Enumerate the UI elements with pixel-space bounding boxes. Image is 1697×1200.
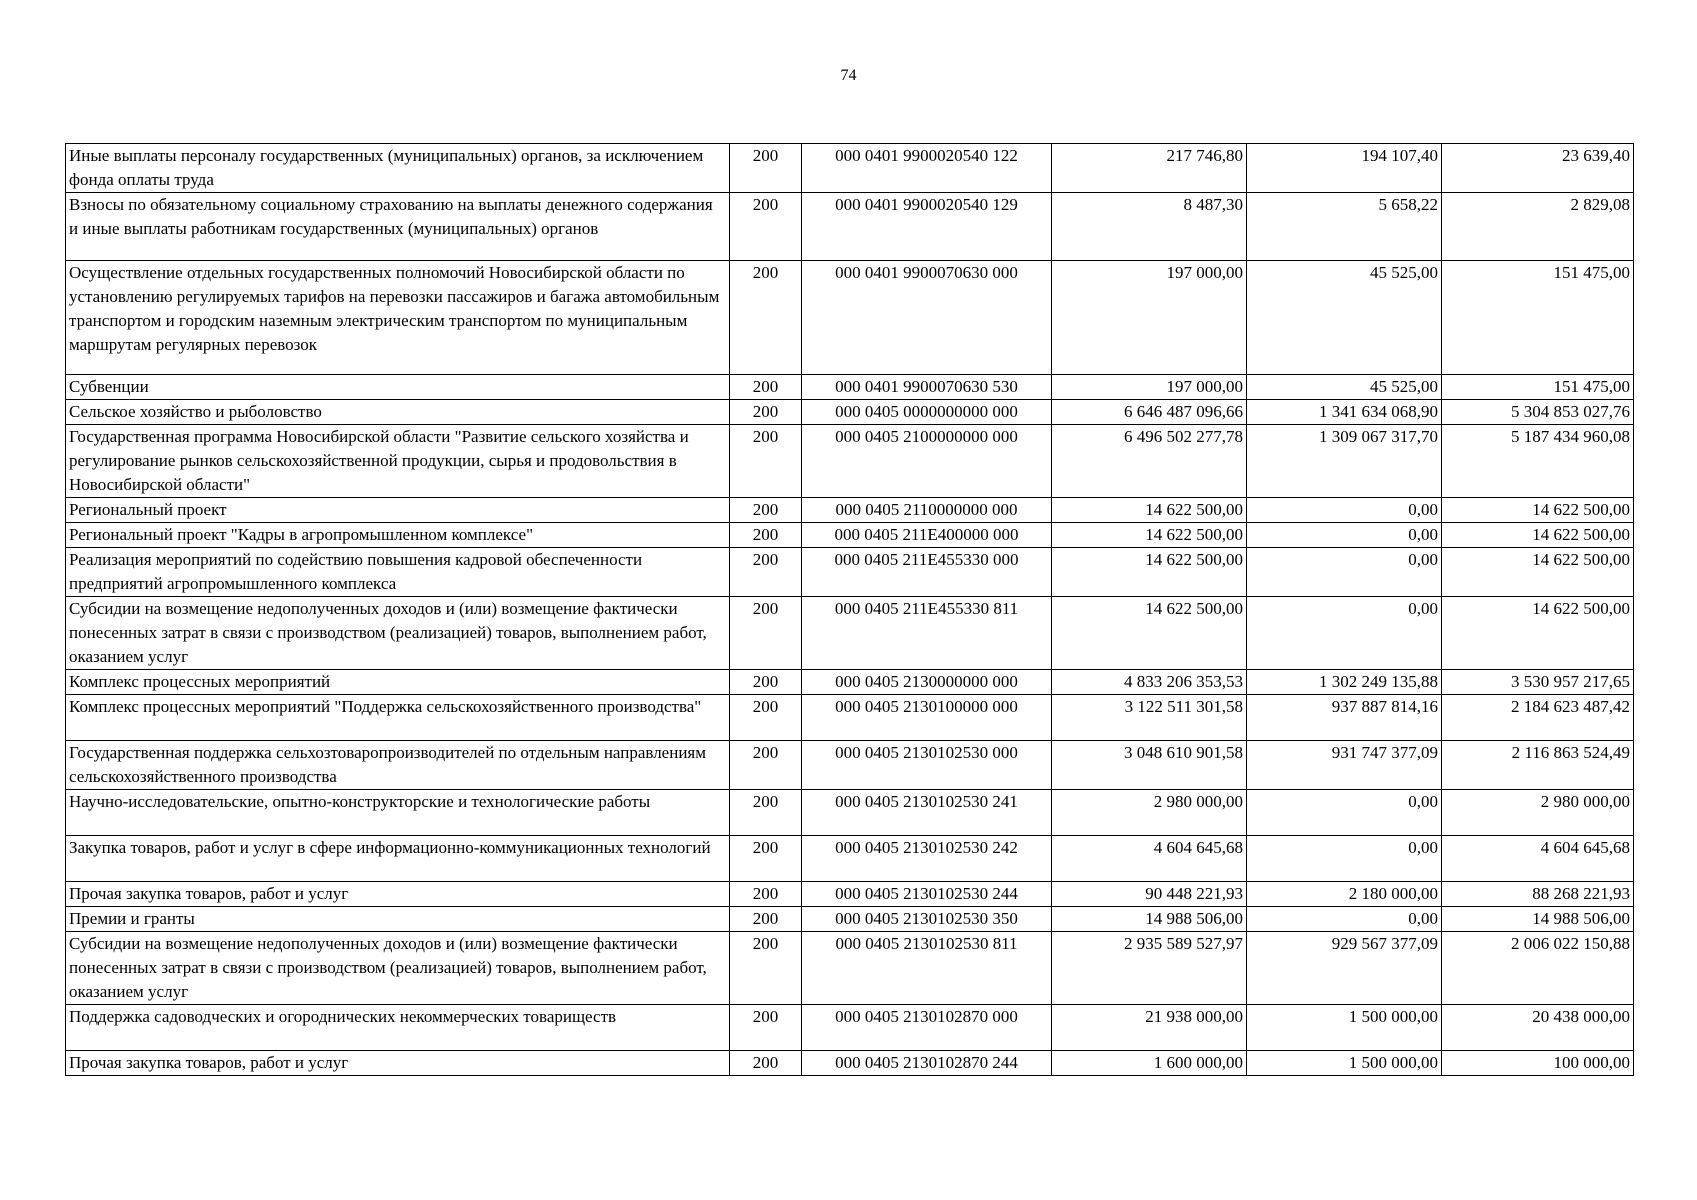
table-row [66, 670, 1634, 695]
row-unexecuted-cell: 2 184 623 487,42 [1442, 695, 1634, 741]
row-unexecuted-cell: 20 438 000,00 [1442, 1005, 1634, 1051]
table-row [66, 523, 1634, 548]
row-kbk-cell: 000 0405 2130102530 242 [802, 836, 1052, 882]
row-kbk-cell: 000 0405 2110000000 000 [802, 498, 1052, 523]
row-executed-cell: 0,00 [1247, 597, 1442, 670]
row-code-cell: 200 [730, 670, 802, 695]
row-executed-cell: 194 107,40 [1247, 144, 1442, 193]
row-code-cell: 200 [730, 882, 802, 907]
row-unexecuted-cell: 100 000,00 [1442, 1051, 1634, 1076]
row-name-cell: Государственная программа Новосибирской области "Развитие сельского хозяйства и регулирование рынков сельскохозяйственной продукции, сырья и продовольствия в Новосибирской области" [66, 425, 730, 498]
row-approved-cell: 14 622 500,00 [1052, 548, 1247, 597]
row-unexecuted-cell: 4 604 645,68 [1442, 836, 1634, 882]
row-executed-cell: 1 302 249 135,88 [1247, 670, 1442, 695]
row-kbk-cell: 000 0405 2130102530 244 [802, 882, 1052, 907]
row-executed-cell: 0,00 [1247, 498, 1442, 523]
row-kbk-cell: 000 0405 211E455330 811 [802, 597, 1052, 670]
table-row [66, 790, 1634, 836]
row-unexecuted-cell: 2 980 000,00 [1442, 790, 1634, 836]
row-unexecuted-cell: 14 622 500,00 [1442, 548, 1634, 597]
row-unexecuted-cell: 88 268 221,93 [1442, 882, 1634, 907]
row-unexecuted-cell: 3 530 957 217,65 [1442, 670, 1634, 695]
table-row [66, 425, 1634, 498]
row-kbk-cell: 000 0405 2130102530 811 [802, 932, 1052, 1005]
row-executed-cell: 1 341 634 068,90 [1247, 400, 1442, 425]
table-row [66, 597, 1634, 670]
row-kbk-cell: 000 0401 9900020540 122 [802, 144, 1052, 193]
row-kbk-cell: 000 0405 2130102530 000 [802, 741, 1052, 790]
table-row [66, 1005, 1634, 1051]
row-name-cell: Прочая закупка товаров, работ и услуг [66, 1051, 730, 1076]
row-name-cell: Поддержка садоводческих и огороднических некоммерческих товариществ [66, 1005, 730, 1051]
row-code-cell: 200 [730, 836, 802, 882]
row-kbk-cell: 000 0405 2130102530 241 [802, 790, 1052, 836]
row-approved-cell: 197 000,00 [1052, 375, 1247, 400]
row-name-cell: Реализация мероприятий по содействию повышения кадровой обеспеченности предприятий агропромышленного комплекса [66, 548, 730, 597]
row-code-cell: 200 [730, 695, 802, 741]
row-approved-cell: 217 746,80 [1052, 144, 1247, 193]
table-row [66, 193, 1634, 261]
row-approved-cell: 21 938 000,00 [1052, 1005, 1247, 1051]
row-unexecuted-cell: 151 475,00 [1442, 261, 1634, 375]
row-approved-cell: 6 496 502 277,78 [1052, 425, 1247, 498]
row-unexecuted-cell: 2 829,08 [1442, 193, 1634, 261]
row-unexecuted-cell: 2 006 022 150,88 [1442, 932, 1634, 1005]
row-executed-cell: 0,00 [1247, 548, 1442, 597]
row-approved-cell: 2 980 000,00 [1052, 790, 1247, 836]
row-kbk-cell: 000 0405 2130100000 000 [802, 695, 1052, 741]
budget-execution-table [65, 143, 1634, 1076]
table-row [66, 498, 1634, 523]
table-row [66, 144, 1634, 193]
row-executed-cell: 45 525,00 [1247, 261, 1442, 375]
row-name-cell: Государственная поддержка сельхозтоваропроизводителей по отдельным направлениям сельскохозяйственного производства [66, 741, 730, 790]
row-name-cell: Прочая закупка товаров, работ и услуг [66, 882, 730, 907]
row-kbk-cell: 000 0405 2130102530 350 [802, 907, 1052, 932]
row-executed-cell: 5 658,22 [1247, 193, 1442, 261]
table-row [66, 1051, 1634, 1076]
table-row [66, 375, 1634, 400]
row-approved-cell: 14 988 506,00 [1052, 907, 1247, 932]
row-code-cell: 200 [730, 790, 802, 836]
row-name-cell: Иные выплаты персоналу государственных (муниципальных) органов, за исключением фонда оплаты труда [66, 144, 730, 193]
row-code-cell: 200 [730, 261, 802, 375]
row-approved-cell: 14 622 500,00 [1052, 523, 1247, 548]
row-name-cell: Региональный проект "Кадры в агропромышленном комплексе" [66, 523, 730, 548]
row-code-cell: 200 [730, 597, 802, 670]
row-name-cell: Региональный проект [66, 498, 730, 523]
row-executed-cell: 1 309 067 317,70 [1247, 425, 1442, 498]
row-unexecuted-cell: 14 622 500,00 [1442, 597, 1634, 670]
row-executed-cell: 937 887 814,16 [1247, 695, 1442, 741]
table-row [66, 548, 1634, 597]
row-unexecuted-cell: 14 622 500,00 [1442, 498, 1634, 523]
row-code-cell: 200 [730, 741, 802, 790]
row-executed-cell: 929 567 377,09 [1247, 932, 1442, 1005]
row-kbk-cell: 000 0405 211E400000 000 [802, 523, 1052, 548]
row-executed-cell: 1 500 000,00 [1247, 1005, 1442, 1051]
page-number: 74 [840, 67, 857, 84]
row-kbk-cell: 000 0401 9900020540 129 [802, 193, 1052, 261]
row-kbk-cell: 000 0405 211E455330 000 [802, 548, 1052, 597]
row-code-cell: 200 [730, 400, 802, 425]
row-executed-cell: 0,00 [1247, 836, 1442, 882]
row-kbk-cell: 000 0401 9900070630 000 [802, 261, 1052, 375]
row-kbk-cell: 000 0405 2130102870 244 [802, 1051, 1052, 1076]
row-unexecuted-cell: 5 187 434 960,08 [1442, 425, 1634, 498]
row-approved-cell: 90 448 221,93 [1052, 882, 1247, 907]
row-kbk-cell: 000 0405 2130000000 000 [802, 670, 1052, 695]
row-code-cell: 200 [730, 1051, 802, 1076]
row-name-cell: Субсидии на возмещение недополученных доходов и (или) возмещение фактически понесенных затрат в связи с производством (реализацией) товаров, выполнением работ, оказанием услуг [66, 932, 730, 1005]
row-code-cell: 200 [730, 144, 802, 193]
row-approved-cell: 14 622 500,00 [1052, 498, 1247, 523]
row-unexecuted-cell: 151 475,00 [1442, 375, 1634, 400]
row-approved-cell: 6 646 487 096,66 [1052, 400, 1247, 425]
row-code-cell: 200 [730, 193, 802, 261]
table-row [66, 836, 1634, 882]
row-name-cell: Премии и гранты [66, 907, 730, 932]
row-code-cell: 200 [730, 548, 802, 597]
table-body [66, 144, 1634, 1076]
row-name-cell: Субсидии на возмещение недополученных доходов и (или) возмещение фактически понесенных затрат в связи с производством (реализацией) товаров, выполнением работ, оказанием услуг [66, 597, 730, 670]
row-executed-cell: 931 747 377,09 [1247, 741, 1442, 790]
row-code-cell: 200 [730, 425, 802, 498]
row-executed-cell: 1 500 000,00 [1247, 1051, 1442, 1076]
row-name-cell: Комплекс процессных мероприятий "Поддержка сельскохозяйственного производства" [66, 695, 730, 741]
row-kbk-cell: 000 0401 9900070630 530 [802, 375, 1052, 400]
row-name-cell: Комплекс процессных мероприятий [66, 670, 730, 695]
row-approved-cell: 197 000,00 [1052, 261, 1247, 375]
row-code-cell: 200 [730, 498, 802, 523]
row-code-cell: 200 [730, 907, 802, 932]
row-code-cell: 200 [730, 1005, 802, 1051]
row-executed-cell: 0,00 [1247, 523, 1442, 548]
row-name-cell: Взносы по обязательному социальному страхованию на выплаты денежного содержания и иные выплаты работникам государственных (муниципальных) органов [66, 193, 730, 261]
row-unexecuted-cell: 5 304 853 027,76 [1442, 400, 1634, 425]
row-code-cell: 200 [730, 932, 802, 1005]
row-approved-cell: 8 487,30 [1052, 193, 1247, 261]
row-name-cell: Закупка товаров, работ и услуг в сфере информационно-коммуникационных технологий [66, 836, 730, 882]
row-kbk-cell: 000 0405 2130102870 000 [802, 1005, 1052, 1051]
row-executed-cell: 0,00 [1247, 907, 1442, 932]
table-row [66, 400, 1634, 425]
row-executed-cell: 45 525,00 [1247, 375, 1442, 400]
row-unexecuted-cell: 14 988 506,00 [1442, 907, 1634, 932]
row-approved-cell: 4 604 645,68 [1052, 836, 1247, 882]
row-unexecuted-cell: 2 116 863 524,49 [1442, 741, 1634, 790]
row-name-cell: Сельское хозяйство и рыболовство [66, 400, 730, 425]
row-code-cell: 200 [730, 523, 802, 548]
row-kbk-cell: 000 0405 2100000000 000 [802, 425, 1052, 498]
row-approved-cell: 4 833 206 353,53 [1052, 670, 1247, 695]
table-row [66, 741, 1634, 790]
table-row [66, 695, 1634, 741]
table-row [66, 261, 1634, 375]
row-unexecuted-cell: 14 622 500,00 [1442, 523, 1634, 548]
row-code-cell: 200 [730, 375, 802, 400]
row-executed-cell: 0,00 [1247, 790, 1442, 836]
row-approved-cell: 1 600 000,00 [1052, 1051, 1247, 1076]
table-row [66, 907, 1634, 932]
table-row [66, 932, 1634, 1005]
row-approved-cell: 3 048 610 901,58 [1052, 741, 1247, 790]
row-kbk-cell: 000 0405 0000000000 000 [802, 400, 1052, 425]
row-approved-cell: 2 935 589 527,97 [1052, 932, 1247, 1005]
row-approved-cell: 14 622 500,00 [1052, 597, 1247, 670]
row-name-cell: Субвенции [66, 375, 730, 400]
row-name-cell: Осуществление отдельных государственных полномочий Новосибирской области по установлению регулируемых тарифов на перевозки пассажиров и багажа автомобильным транспортом и городским наземным электрическим транспортом по муниципальным маршрутам регулярных перевозок [66, 261, 730, 375]
row-unexecuted-cell: 23 639,40 [1442, 144, 1634, 193]
table-row [66, 882, 1634, 907]
row-name-cell: Научно-исследовательские, опытно-конструкторские и технологические работы [66, 790, 730, 836]
row-approved-cell: 3 122 511 301,58 [1052, 695, 1247, 741]
row-executed-cell: 2 180 000,00 [1247, 882, 1442, 907]
